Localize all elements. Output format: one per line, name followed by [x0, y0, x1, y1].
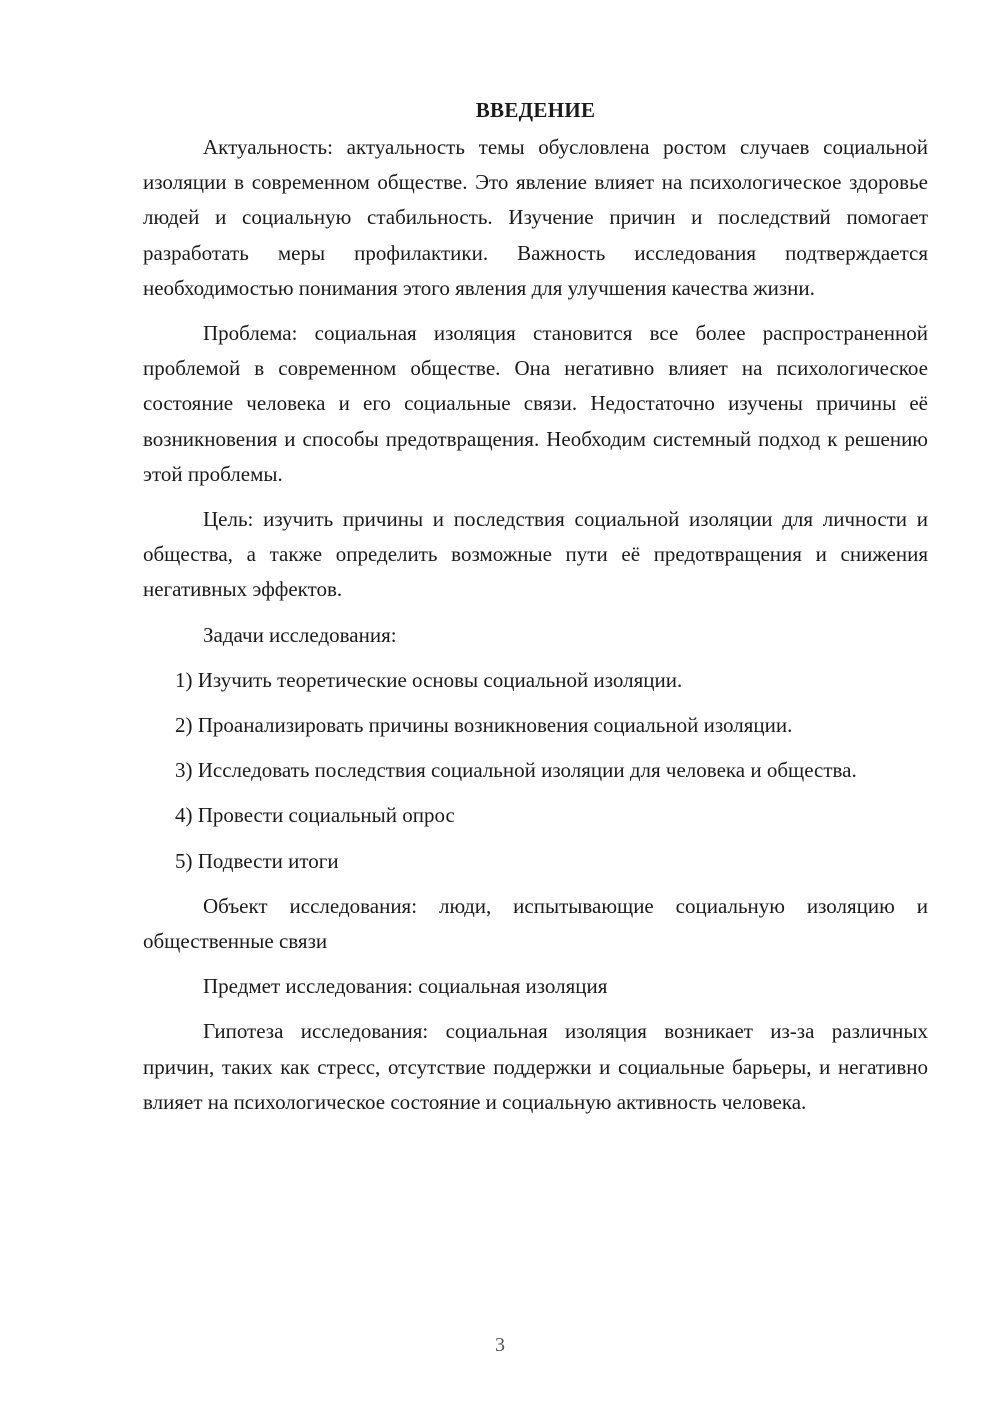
paragraph-goal: Цель: изучить причины и последствия социальной изоляции для личности и общества, а также определить возможные пути её предотвращения и снижения негативных эффектов.: [143, 507, 928, 602]
task-item: 5) Подвести итоги: [175, 848, 339, 873]
task-item: 2) Проанализировать причины возникновения социальной изоляции.: [175, 713, 793, 738]
paragraph-problem: Проблема: социальная изоляция становится все более распространенной проблемой в современном обществе. Она негативно влияет на психологическое состояние человека и его социальные связи. Недостаточно изучены причины её возникновения и способы предотвращения. Необходим системный подход к решению этой проблемы.: [143, 321, 928, 486]
page-number: 3: [495, 1334, 505, 1356]
paragraph-hypothesis: Гипотеза исследования: социальная изоляция возникает из-за различных причин, таких как стресс, отсутствие поддержки и социальные барьеры, и негативно влияет на психологическое состояние и социальную активность человека.: [143, 1019, 928, 1114]
task-item: 3) Исследовать последствия социальной изоляции для человека и общества.: [175, 758, 857, 783]
task-item: 1) Изучить теоретические основы социальной изоляции.: [175, 667, 683, 692]
paragraph-relevance: Актуальность: актуальность темы обусловлена ростом случаев социальной изоляции в современном обществе. Это явление влияет на психологическое здоровье людей и социальную стабильность. Изучение причин и последствий помогает разработать меры профилактики. Важность исследования подтверждается необходимостью понимания этого явления для улучшения качества жизни.: [143, 135, 928, 300]
document-page: [143, 96, 928, 1130]
tasks-heading: Задачи исследования:: [203, 622, 397, 647]
task-item: 4) Провести социальный опрос: [175, 803, 455, 828]
paragraph-object: Объект исследования: люди, испытывающие социальную изоляцию и общественные связи: [143, 893, 928, 954]
document-title: ВВЕДЕНИЕ: [475, 98, 596, 122]
paragraph-subject: Предмет исследования: социальная изоляция: [203, 974, 608, 999]
